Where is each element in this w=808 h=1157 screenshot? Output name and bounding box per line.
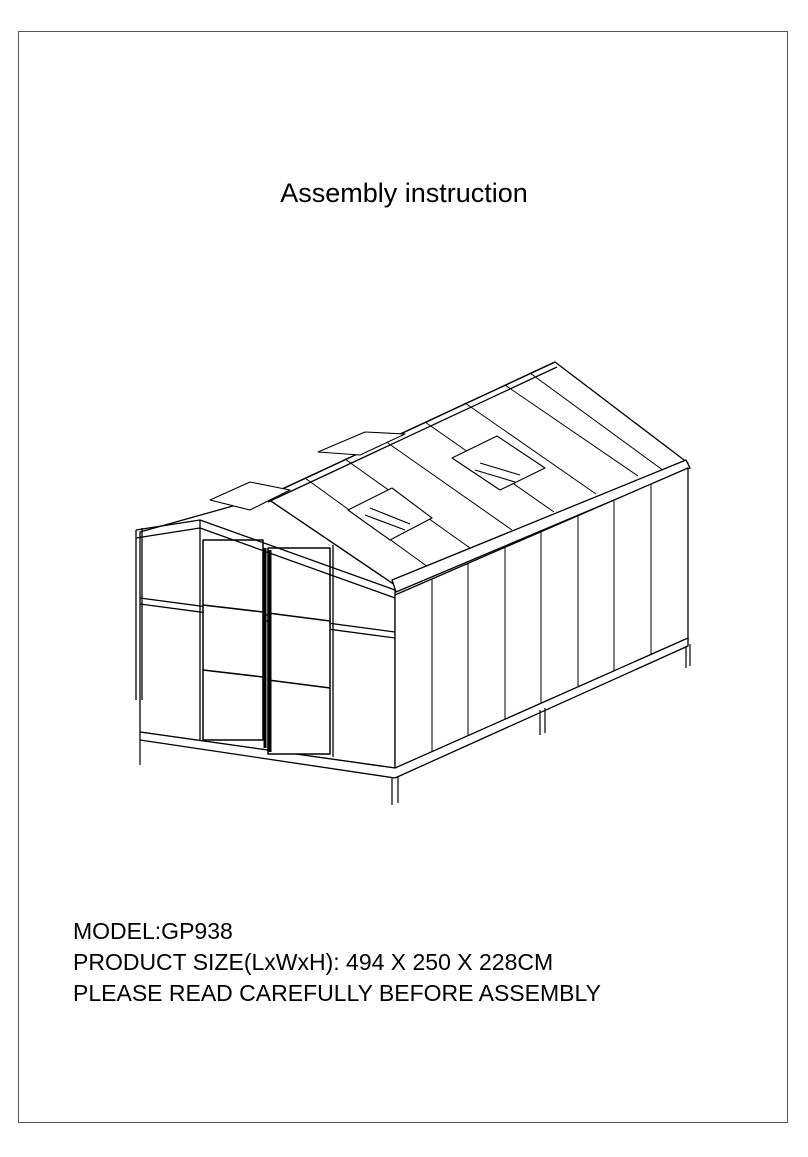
product-size-line: PRODUCT SIZE(LxWxH): 494 X 250 X 228CM [73, 949, 554, 975]
page-title: Assembly instruction [280, 178, 528, 208]
product-info [73, 916, 601, 1009]
greenhouse-illustration [120, 355, 700, 815]
model-line: MODEL:GP938 [73, 918, 233, 944]
sliding-doors [203, 540, 330, 754]
notice-line: PLEASE READ CAREFULLY BEFORE ASSEMBLY [73, 980, 601, 1006]
